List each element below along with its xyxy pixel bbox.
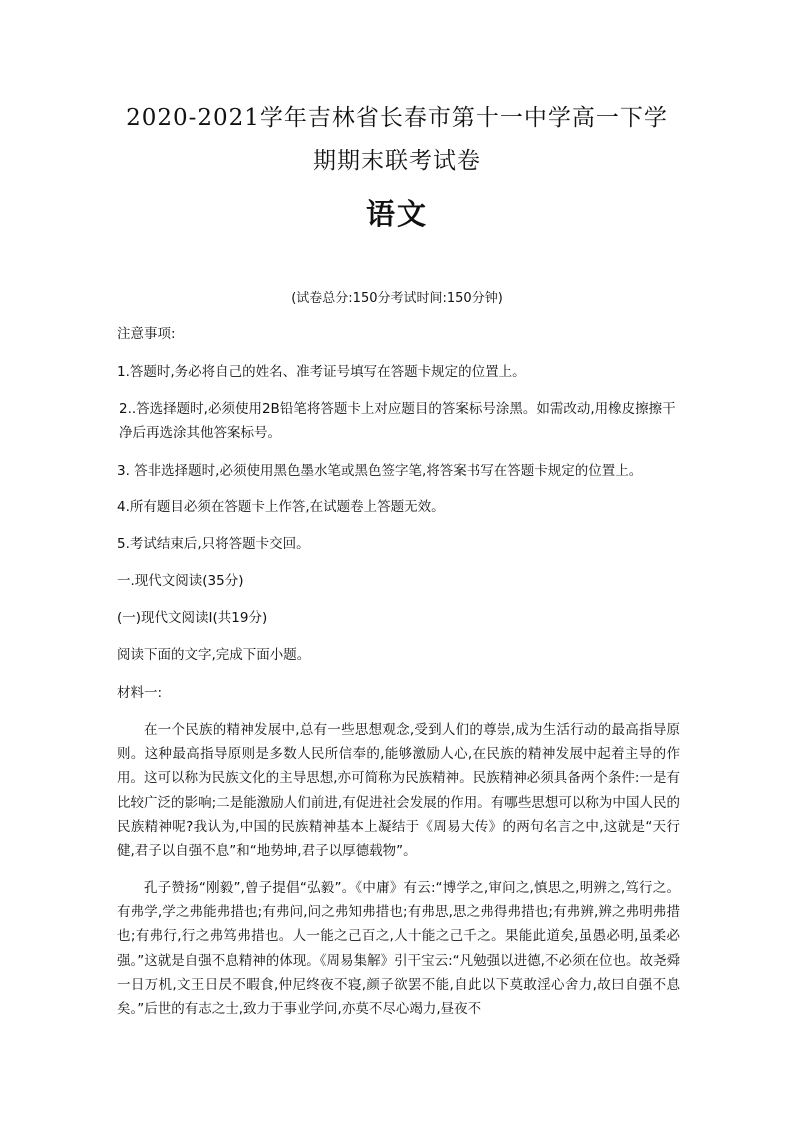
exam-title-line1: 2020-2021学年吉林省长春市第十一中学高一下学 (126, 105, 668, 131)
subject-title: 语文 (365, 197, 428, 231)
reading-instruction: 阅读下面的文字,完成下面小题。 (117, 647, 311, 663)
material-label: 材料一: (117, 685, 163, 701)
part-heading: 一.现代文阅读(35分) (117, 573, 244, 589)
note-item-2: 2..答选择题时,必须使用2B铅笔将答题卡上对应题目的答案标号涂黑。如需改动,用橡皮擦擦干净后再选涂其他答案标号。 (119, 401, 676, 441)
note-item-3: 3. 答非选择题时,必须使用黑色墨水笔或黑色签字笔,将答案书写在答题卡规定的位置上。 (117, 463, 643, 479)
sub-heading: (一)现代文阅读Ⅰ(共19分) (117, 610, 268, 626)
note-item-4: 4.所有题目必须在答题卡上作答,在试题卷上答题无效。 (117, 499, 445, 515)
exam-title-line2: 期期末联考试卷 (313, 148, 481, 174)
notes-heading: 注意事项: (117, 326, 176, 342)
exam-info: (试卷总分:150分考试时间:150分钟) (291, 291, 503, 306)
material-paragraph-2: 孔子赞扬“刚毅”,曾子提倡“弘毅”。《中庸》有云:“博学之,审问之,慎思之,明辨之,笃行之。有弗学,学之弗能弗措也;有弗问,问之弗知弗措也;有弗思,思之弗得弗措也;有弗辨,辨之弗明弗措也;有弗行,行之弗笃弗措也。人一能之己百之,人十能之己千之。果能此道矣,虽愚必明,虽柔必强。”这就是自强不息精神的体现。《周易集解》引干宝云:“凡勉强以进德,不必须在位也。故尧舜一日万机,文王日昃不暇食,仲尼终夜不寝,颜子欲罢不能,自此以下莫敢淫心舍力,故曰自强不息矣。”后世的有志之士,致力于事业学问,亦莫不尽心竭力,昼夜不 (117, 880, 680, 1018)
note-item-1: 1.答题时,务必将自己的姓名、准考证号填写在答题卡规定的位置上。 (117, 364, 526, 380)
material-paragraph-1: 在一个民族的精神发展中,总有一些思想观念,受到人们的尊崇,成为生活行动的最高指导原则。这种最高指导原则是多数人民所信奉的,能够激励人心,在民族的精神发展中起着主导的作用。这可以称为民族文化的主导思想,亦可简称为民族精神。民族精神必须具备两个条件:一是有比较广泛的影响;二是能激励人们前进,有促进社会发展的作用。有哪些思想可以称为中国人民的民族精神呢?我认为,中国的民族精神基本上凝结于《周易大传》的两句名言之中,这就是“天行健,君子以自强不息”和“地势坤,君子以厚德载物”。 (117, 722, 680, 860)
note-item-5: 5.考试结束后,只将答题卡交回。 (117, 536, 310, 552)
